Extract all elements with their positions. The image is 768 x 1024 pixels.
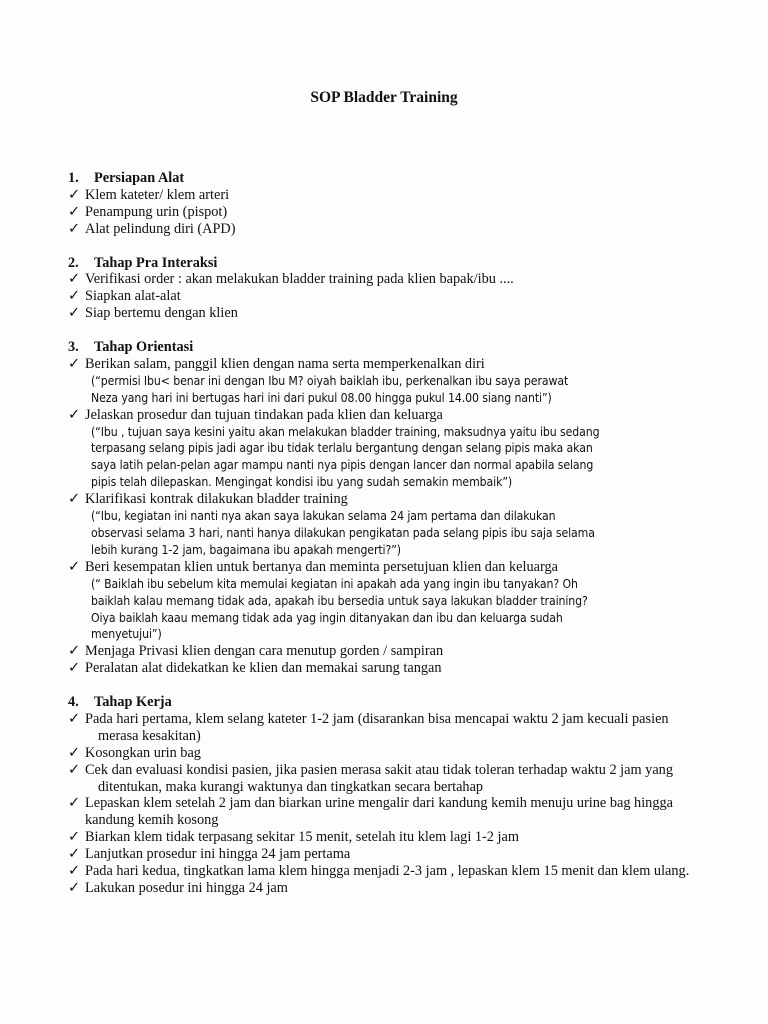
checkmark-icon: ✓ xyxy=(68,220,80,237)
list-item-text: Biarkan klem tidak terpasang sekitar 15 menit, setelah itu klem lagi 1-2 jam xyxy=(85,829,519,846)
checkmark-icon: ✓ xyxy=(68,203,80,220)
list-item-text: Lakukan posedur ini hingga 24 jam xyxy=(85,880,288,897)
list-item-body xyxy=(85,204,708,221)
list-item-text: Beri kesempatan klien untuk bertanya dan meminta persetujuan klien dan keluarga xyxy=(85,558,558,575)
list-item xyxy=(68,880,708,897)
list-item xyxy=(68,288,708,305)
list-item xyxy=(68,829,708,846)
dialogue-line: baiklah kalau memang tidak ada, apakah ibu bersedia untuk saya lakukan bladder training? xyxy=(91,593,588,608)
list-item-text: Siapkan alat-alat xyxy=(85,288,181,305)
dialogue-line: observasi selama 3 hari, nanti hanya dilakukan pengikatan pada selang pipis ibu saja selama xyxy=(91,526,595,540)
section-number: 4. xyxy=(68,694,79,711)
list-item xyxy=(68,711,708,745)
checkmark-icon: ✓ xyxy=(68,288,80,305)
list-item-body xyxy=(85,745,708,762)
list-item xyxy=(68,491,708,559)
list-item-body xyxy=(85,288,708,305)
section xyxy=(68,255,708,323)
checkmark-icon: ✓ xyxy=(68,491,80,508)
list-item xyxy=(68,356,708,407)
checkmark-icon: ✓ xyxy=(68,761,80,778)
list-item-body xyxy=(85,559,708,644)
section-number: 3. xyxy=(68,339,79,356)
dialogue-line: (“ Baiklah ibu sebelum kita memulai kegiatan ini apakah ada yang ingin ibu tanyakan? Oh xyxy=(91,576,578,591)
list-item-text: Menjaga Privasi klien dengan cara menutup gorden / sampiran xyxy=(85,643,444,660)
section xyxy=(68,339,708,677)
list-item-body xyxy=(85,221,708,238)
list-item-text: Penampung urin (pispot) xyxy=(85,203,228,220)
list-item-text: Alat pelindung diri (APD) xyxy=(85,220,236,237)
dialogue-line: Oiya baiklah kaau memang tidak ada yag ingin ditanyakan dan ibu dan keluarga sudah xyxy=(91,610,563,625)
list-item-body xyxy=(85,271,708,288)
dialogue-line: terpasang selang pipis jadi agar ibu tidak terlalu bergantung dengan selang pipis maka akan xyxy=(91,441,593,456)
checkmark-icon: ✓ xyxy=(68,863,80,880)
checkmark-icon: ✓ xyxy=(68,643,80,660)
checkmark-icon: ✓ xyxy=(68,880,80,897)
dialogue-quote xyxy=(85,424,708,492)
list-item-body xyxy=(85,711,708,745)
list-item xyxy=(68,271,708,288)
list-item-text: Berikan salam, panggil klien dengan nama serta memperkenalkan diri xyxy=(85,355,485,372)
dialogue-line: menyetujui”) xyxy=(91,627,162,642)
list-item xyxy=(68,221,708,238)
section xyxy=(68,694,708,897)
list-item xyxy=(68,660,708,677)
list-item xyxy=(68,762,708,796)
checkmark-icon: ✓ xyxy=(68,744,80,761)
list-item-text: Pada hari pertama, klem selang kateter 1-2 jam (disarankan bisa mencapai waktu 2 jam kecuali pasien merasa kesakitan) xyxy=(85,710,669,744)
list-item xyxy=(68,305,708,322)
dialogue-line: lebih kurang 1-2 jam, bagaimana ibu apakah mengerti?”) xyxy=(91,542,401,557)
section-heading xyxy=(68,170,708,187)
list-item-text: Siap bertemu dengan klien xyxy=(85,305,238,322)
section-heading xyxy=(68,694,708,711)
document-title: SOP Bladder Training xyxy=(310,89,458,106)
list-item-body xyxy=(85,762,708,796)
checkmark-icon: ✓ xyxy=(68,710,80,727)
section-number: 1. xyxy=(68,170,79,186)
list-item-text: Klarifikasi kontrak dilakukan bladder training xyxy=(85,491,348,508)
checkmark-icon: ✓ xyxy=(68,186,80,203)
list-item xyxy=(68,745,708,762)
checkmark-icon: ✓ xyxy=(68,406,80,423)
dialogue-quote xyxy=(85,373,708,407)
list-item-body xyxy=(85,795,708,829)
dialogue-line: (“Ibu , tujuan saya kesini yaitu akan melakukan bladder training, maksudnya yaitu ibu sedang xyxy=(91,424,600,439)
list-item-text: Cek dan evaluasi kondisi pasien, jika pasien merasa sakit atau tidak toleran terhadap waktu 2 jam yang ditentukan, maka kurangi waktunya dan tingkatkan secara bertahap xyxy=(85,761,673,795)
checkmark-icon: ✓ xyxy=(68,660,80,677)
checkmark-icon: ✓ xyxy=(68,846,80,863)
checkmark-icon: ✓ xyxy=(68,355,80,372)
list-item xyxy=(68,795,708,829)
list-item-body xyxy=(85,643,708,660)
checkmark-icon: ✓ xyxy=(68,795,80,812)
list-item xyxy=(68,204,708,221)
list-item-body xyxy=(85,846,708,863)
list-item-body xyxy=(85,491,708,559)
document-content xyxy=(68,170,708,914)
list-item xyxy=(68,846,708,863)
checkmark-icon: ✓ xyxy=(68,305,80,322)
dialogue-line: (“Ibu, kegiatan ini nanti nya akan saya lakukan selama 24 jam pertama dan dilakukan xyxy=(91,509,556,524)
section-title: Tahap Pra Interaksi xyxy=(94,254,218,271)
section-heading xyxy=(68,255,708,272)
checkmark-icon: ✓ xyxy=(68,829,80,846)
list-item xyxy=(68,187,708,204)
section xyxy=(68,170,708,238)
list-item-body xyxy=(85,187,708,204)
checkmark-icon: ✓ xyxy=(68,271,80,288)
dialogue-line: saya latih pelan-pelan agar mampu nanti nya pipis dengan lancer dan normal apabila selang xyxy=(91,458,594,473)
section-heading xyxy=(68,339,708,356)
section-number: 2. xyxy=(68,254,79,271)
list-item-text: Kosongkan urin bag xyxy=(85,744,201,761)
list-item-text: Pada hari kedua, tingkatkan lama klem hingga menjadi 2-3 jam , lepaskan klem 15 menit dan klem ulang. xyxy=(85,863,690,880)
list-item xyxy=(68,863,708,880)
checkmark-icon: ✓ xyxy=(68,558,80,575)
dialogue-quote xyxy=(85,508,708,559)
list-item-body xyxy=(85,356,708,407)
section-title: Tahap Orientasi xyxy=(94,339,194,356)
list-item-body xyxy=(85,829,708,846)
list-item-text: Klem kateter/ klem arteri xyxy=(85,186,230,203)
section-title: Tahap Kerja xyxy=(94,694,172,711)
list-item-text: Lanjutkan prosedur ini hingga 24 jam pertama xyxy=(85,846,351,863)
dialogue-line: pipis telah dilepaskan. Mengingat kondisi ibu yang sudah semakin membaik”) xyxy=(91,475,513,490)
list-item-body xyxy=(85,407,708,492)
list-item-text: Peralatan alat didekatkan ke klien dan memakai sarung tangan xyxy=(85,660,442,677)
list-item-body xyxy=(85,863,708,880)
list-item xyxy=(68,559,708,644)
list-item-text: Lepaskan klem setelah 2 jam dan biarkan urine mengalir dari kandung kemih menuju urine bag hingga kandung kemih kosong xyxy=(85,795,673,829)
list-item xyxy=(68,407,708,492)
list-item-body xyxy=(85,305,708,322)
section-title: Persiapan Alat xyxy=(94,170,185,186)
list-item-text: Jelaskan prosedur dan tujuan tindakan pada klien dan keluarga xyxy=(85,406,443,423)
list-item-body xyxy=(85,660,708,677)
dialogue-line: Neza yang hari ini bertugas hari ini dari pukul 08.00 hingga pukul 14.00 siang nanti”) xyxy=(91,390,552,405)
list-item-text: Verifikasi order : akan melakukan bladder training pada klien bapak/ibu .... xyxy=(85,271,514,288)
list-item-body xyxy=(85,880,708,897)
list-item xyxy=(68,643,708,660)
dialogue-line: (“permisi Ibu< benar ini dengan Ibu M? oiyah baiklah ibu, perkenalkan ibu saya perawat xyxy=(91,373,569,388)
dialogue-quote xyxy=(85,576,708,644)
